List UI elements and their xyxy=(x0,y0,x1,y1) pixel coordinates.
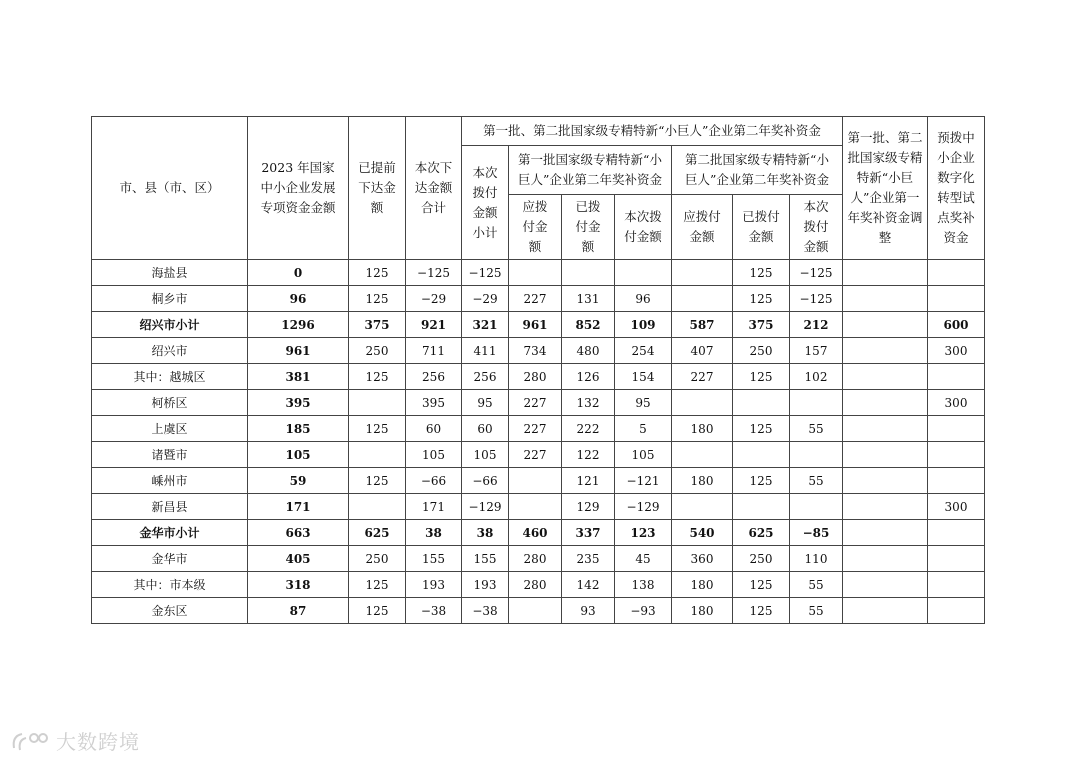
cell: 227 xyxy=(509,286,562,312)
cell: 125 xyxy=(733,468,790,494)
cell: 256 xyxy=(406,364,462,390)
cell: 193 xyxy=(462,572,509,598)
table-row xyxy=(92,286,985,312)
cell: −38 xyxy=(462,598,509,624)
cell: 125 xyxy=(349,364,406,390)
table-row xyxy=(92,390,985,416)
cell: 180 xyxy=(672,468,733,494)
header-b2-now: 本次拨付金额 xyxy=(790,195,843,260)
watermark-logo-icon xyxy=(10,728,50,754)
cell: 125 xyxy=(733,416,790,442)
cell: 300 xyxy=(928,390,985,416)
table-row xyxy=(92,494,985,520)
cell: 95 xyxy=(615,390,672,416)
cell: 318 xyxy=(248,572,349,598)
header-region: 市、县（市、区） xyxy=(92,117,248,260)
cell: 122 xyxy=(562,442,615,468)
watermark xyxy=(10,726,140,755)
cell xyxy=(349,390,406,416)
cell: 38 xyxy=(406,520,462,546)
cell xyxy=(928,546,985,572)
cell: 125 xyxy=(733,286,790,312)
cell: 381 xyxy=(248,364,349,390)
cell: 110 xyxy=(790,546,843,572)
table-body xyxy=(92,260,985,624)
cell: −38 xyxy=(406,598,462,624)
cell xyxy=(843,494,928,520)
cell xyxy=(790,390,843,416)
cell: 600 xyxy=(928,312,985,338)
cell: −121 xyxy=(615,468,672,494)
row-region-name: 其中：越城区 xyxy=(92,364,248,390)
cell: 55 xyxy=(790,572,843,598)
header-subtotal: 本次拨付金额小计 xyxy=(462,146,509,260)
row-region-name: 绍兴市 xyxy=(92,338,248,364)
cell: 212 xyxy=(790,312,843,338)
row-region-name: 新昌县 xyxy=(92,494,248,520)
row-region-name: 金华市 xyxy=(92,546,248,572)
header-b1-paid: 已拨付金额 xyxy=(562,195,615,260)
cell: 0 xyxy=(248,260,349,286)
header-this-total: 本次下达金额合计 xyxy=(406,117,462,260)
cell: 55 xyxy=(790,598,843,624)
table-row xyxy=(92,468,985,494)
cell: 375 xyxy=(349,312,406,338)
row-region-name: 金东区 xyxy=(92,598,248,624)
cell xyxy=(928,442,985,468)
cell: 411 xyxy=(462,338,509,364)
cell: 587 xyxy=(672,312,733,338)
cell: 395 xyxy=(248,390,349,416)
cell xyxy=(843,312,928,338)
table-row xyxy=(92,442,985,468)
cell: −129 xyxy=(615,494,672,520)
cell: 171 xyxy=(406,494,462,520)
allocation-table xyxy=(91,116,985,624)
cell: 129 xyxy=(562,494,615,520)
cell xyxy=(509,468,562,494)
cell xyxy=(672,494,733,520)
cell: −93 xyxy=(615,598,672,624)
cell: 155 xyxy=(406,546,462,572)
cell: 250 xyxy=(349,338,406,364)
cell: 337 xyxy=(562,520,615,546)
cell: 96 xyxy=(248,286,349,312)
cell: 126 xyxy=(562,364,615,390)
cell: −66 xyxy=(462,468,509,494)
cell: 961 xyxy=(248,338,349,364)
row-region-name: 海盐县 xyxy=(92,260,248,286)
cell xyxy=(672,390,733,416)
cell: 60 xyxy=(406,416,462,442)
watermark-text: 大数跨境 xyxy=(56,730,140,754)
cell: 125 xyxy=(349,286,406,312)
cell xyxy=(672,442,733,468)
cell: 155 xyxy=(462,546,509,572)
cell: 171 xyxy=(248,494,349,520)
table-row xyxy=(92,546,985,572)
cell: −125 xyxy=(790,286,843,312)
cell: 280 xyxy=(509,364,562,390)
header-total: 2023 年国家中小企业发展专项资金金额 xyxy=(248,117,349,260)
cell: 55 xyxy=(790,468,843,494)
cell: 250 xyxy=(733,546,790,572)
cell xyxy=(843,364,928,390)
cell: 280 xyxy=(509,572,562,598)
cell xyxy=(928,364,985,390)
cell xyxy=(672,286,733,312)
header-b2-paid: 已拨付金额 xyxy=(733,195,790,260)
cell: 102 xyxy=(790,364,843,390)
header-b1-should: 应拨付金额 xyxy=(509,195,562,260)
cell: 193 xyxy=(406,572,462,598)
cell xyxy=(928,598,985,624)
cell: 105 xyxy=(406,442,462,468)
cell: 93 xyxy=(562,598,615,624)
cell: 157 xyxy=(790,338,843,364)
cell: 180 xyxy=(672,598,733,624)
cell: −29 xyxy=(406,286,462,312)
row-region-name: 绍兴市小计 xyxy=(92,312,248,338)
row-region-name: 诸暨市 xyxy=(92,442,248,468)
cell: 663 xyxy=(248,520,349,546)
cell xyxy=(928,468,985,494)
cell: 227 xyxy=(672,364,733,390)
cell: 250 xyxy=(349,546,406,572)
cell: 125 xyxy=(349,572,406,598)
cell: 123 xyxy=(615,520,672,546)
header-group-batch1: 第一批国家级专精特新“小巨人”企业第二年奖补资金 xyxy=(509,146,672,195)
cell: 154 xyxy=(615,364,672,390)
cell: 405 xyxy=(248,546,349,572)
cell: −129 xyxy=(462,494,509,520)
cell: 625 xyxy=(349,520,406,546)
cell: 460 xyxy=(509,520,562,546)
cell xyxy=(733,442,790,468)
row-region-name: 上虞区 xyxy=(92,416,248,442)
cell: 480 xyxy=(562,338,615,364)
cell: 254 xyxy=(615,338,672,364)
cell xyxy=(509,598,562,624)
header-advanced: 已提前下达金额 xyxy=(349,117,406,260)
cell: −125 xyxy=(462,260,509,286)
cell: 131 xyxy=(562,286,615,312)
cell: 125 xyxy=(733,260,790,286)
cell xyxy=(615,260,672,286)
cell: 121 xyxy=(562,468,615,494)
table-row xyxy=(92,520,985,546)
cell: 5 xyxy=(615,416,672,442)
cell: −66 xyxy=(406,468,462,494)
cell: 138 xyxy=(615,572,672,598)
cell: 280 xyxy=(509,546,562,572)
cell: 360 xyxy=(672,546,733,572)
cell: 132 xyxy=(562,390,615,416)
cell: 540 xyxy=(672,520,733,546)
cell: 256 xyxy=(462,364,509,390)
cell: 38 xyxy=(462,520,509,546)
cell: 105 xyxy=(615,442,672,468)
cell: 105 xyxy=(248,442,349,468)
cell: 852 xyxy=(562,312,615,338)
header-group-main: 第一批、第二批国家级专精特新“小巨人”企业第二年奖补资金 xyxy=(462,117,843,146)
cell: 250 xyxy=(733,338,790,364)
cell xyxy=(843,546,928,572)
cell: 109 xyxy=(615,312,672,338)
cell: 87 xyxy=(248,598,349,624)
cell: 125 xyxy=(349,416,406,442)
cell: 95 xyxy=(462,390,509,416)
cell xyxy=(733,494,790,520)
cell: −29 xyxy=(462,286,509,312)
cell: −85 xyxy=(790,520,843,546)
cell: 961 xyxy=(509,312,562,338)
cell xyxy=(509,494,562,520)
cell xyxy=(843,338,928,364)
cell: 227 xyxy=(509,442,562,468)
cell xyxy=(843,390,928,416)
header-adjust: 第一批、第二批国家级专精特新“小巨人”企业第一年奖补资金调整 xyxy=(843,117,928,260)
table-row xyxy=(92,572,985,598)
cell xyxy=(733,390,790,416)
header-digital: 预拨中小企业数字化转型试点奖补资金 xyxy=(928,117,985,260)
cell: 734 xyxy=(509,338,562,364)
cell xyxy=(672,260,733,286)
table-row xyxy=(92,598,985,624)
table-row xyxy=(92,364,985,390)
cell xyxy=(349,494,406,520)
row-region-name: 其中：市本级 xyxy=(92,572,248,598)
cell: 407 xyxy=(672,338,733,364)
row-region-name: 桐乡市 xyxy=(92,286,248,312)
cell: 625 xyxy=(733,520,790,546)
cell: 235 xyxy=(562,546,615,572)
cell xyxy=(562,260,615,286)
cell xyxy=(928,286,985,312)
cell xyxy=(843,572,928,598)
cell: 321 xyxy=(462,312,509,338)
cell xyxy=(843,416,928,442)
cell: 1296 xyxy=(248,312,349,338)
cell: 375 xyxy=(733,312,790,338)
cell xyxy=(843,442,928,468)
cell: 921 xyxy=(406,312,462,338)
table-row xyxy=(92,260,985,286)
cell: 180 xyxy=(672,416,733,442)
cell: 105 xyxy=(462,442,509,468)
table-row xyxy=(92,416,985,442)
cell: 96 xyxy=(615,286,672,312)
cell: 227 xyxy=(509,390,562,416)
table-row xyxy=(92,312,985,338)
header-b2-should: 应拨付金额 xyxy=(672,195,733,260)
cell: 300 xyxy=(928,494,985,520)
cell: 125 xyxy=(733,364,790,390)
cell xyxy=(928,260,985,286)
cell: 300 xyxy=(928,338,985,364)
cell: −125 xyxy=(406,260,462,286)
row-region-name: 柯桥区 xyxy=(92,390,248,416)
cell xyxy=(928,520,985,546)
cell: 45 xyxy=(615,546,672,572)
cell: 59 xyxy=(248,468,349,494)
cell: 180 xyxy=(672,572,733,598)
cell xyxy=(790,442,843,468)
cell: 125 xyxy=(349,260,406,286)
cell xyxy=(928,416,985,442)
cell: 125 xyxy=(349,598,406,624)
cell xyxy=(349,442,406,468)
row-region-name: 嵊州市 xyxy=(92,468,248,494)
cell: 711 xyxy=(406,338,462,364)
cell: 185 xyxy=(248,416,349,442)
cell: 55 xyxy=(790,416,843,442)
cell xyxy=(843,520,928,546)
row-region-name: 金华市小计 xyxy=(92,520,248,546)
table-row xyxy=(92,338,985,364)
cell: 125 xyxy=(733,598,790,624)
cell: 60 xyxy=(462,416,509,442)
cell: 227 xyxy=(509,416,562,442)
cell xyxy=(843,260,928,286)
cell: −125 xyxy=(790,260,843,286)
cell xyxy=(843,286,928,312)
cell: 222 xyxy=(562,416,615,442)
cell: 395 xyxy=(406,390,462,416)
cell xyxy=(790,494,843,520)
header-group-batch2: 第二批国家级专精特新“小巨人”企业第二年奖补资金 xyxy=(672,146,843,195)
cell: 142 xyxy=(562,572,615,598)
cell: 125 xyxy=(349,468,406,494)
cell xyxy=(843,598,928,624)
cell xyxy=(509,260,562,286)
cell: 125 xyxy=(733,572,790,598)
header-b1-now: 本次拨付金额 xyxy=(615,195,672,260)
cell xyxy=(928,572,985,598)
cell xyxy=(843,468,928,494)
